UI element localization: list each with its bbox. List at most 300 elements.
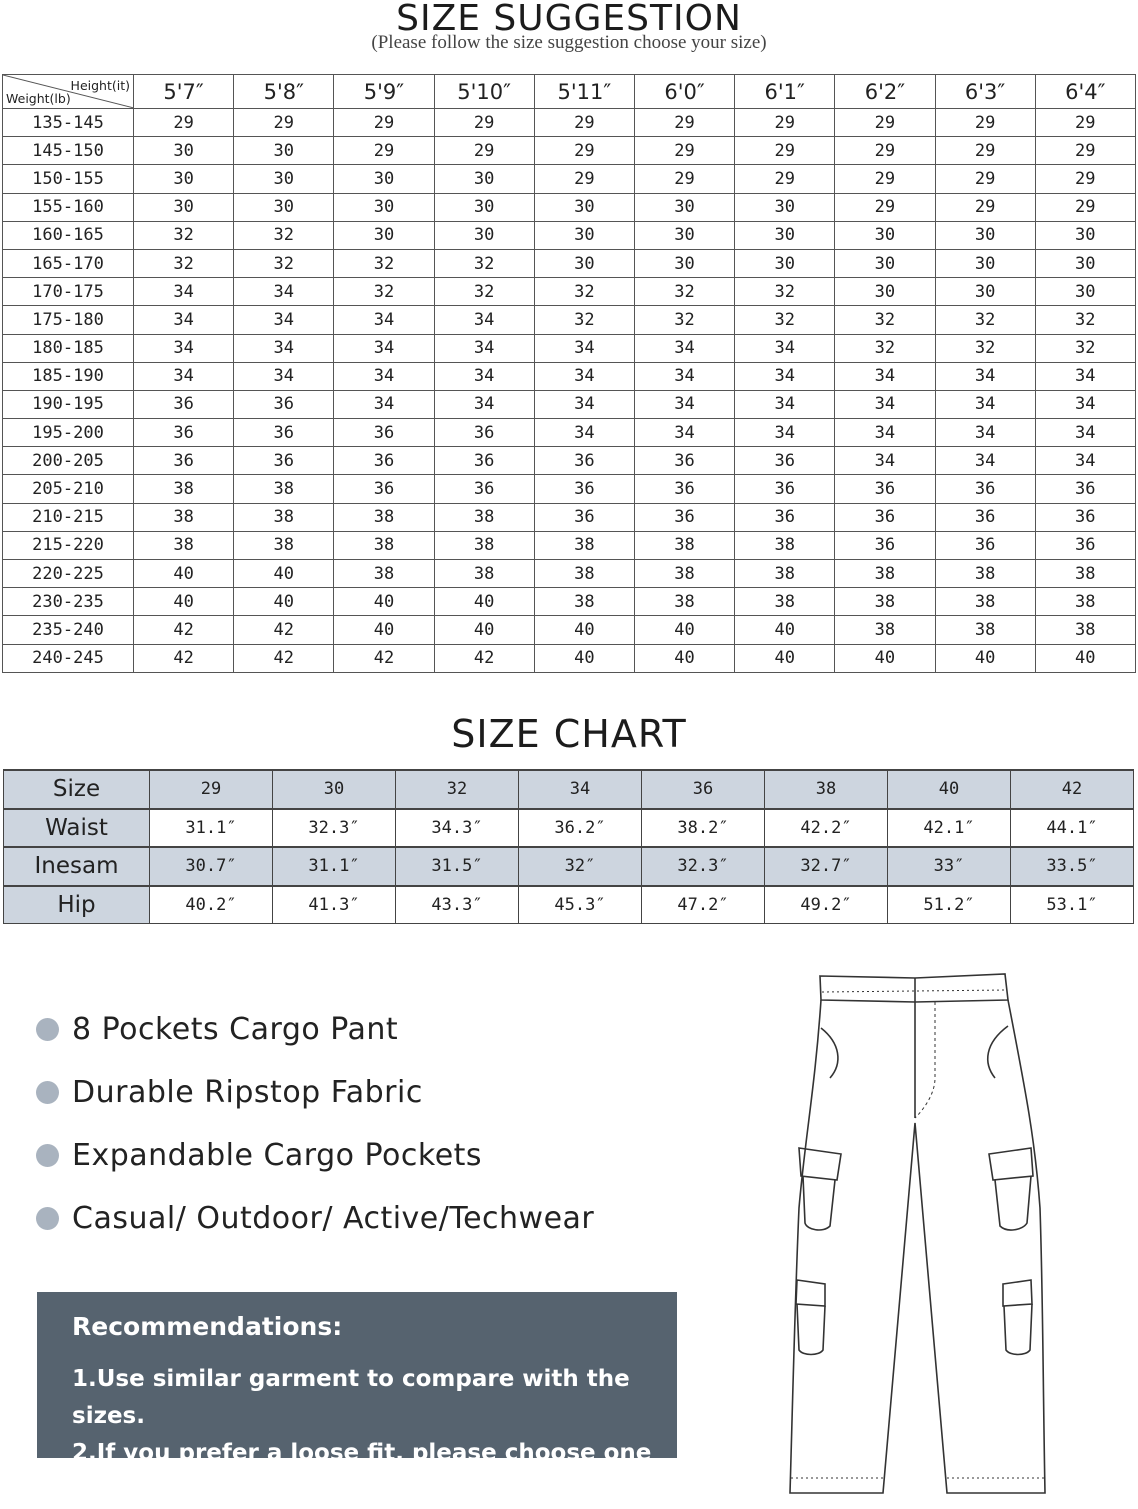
size-cell: 32 [434, 249, 534, 277]
chart-row-label: Size [4, 770, 150, 809]
weight-range-cell: 185-190 [3, 362, 134, 390]
size-cell: 30 [334, 165, 434, 193]
size-cell: 30 [234, 193, 334, 221]
size-cell: 34 [935, 447, 1035, 475]
weight-range-cell: 135-145 [3, 109, 134, 137]
size-cell: 38 [434, 503, 534, 531]
size-cell: 29 [835, 193, 935, 221]
size-cell: 34 [334, 334, 434, 362]
size-cell: 32 [735, 306, 835, 334]
size-cell: 34 [1035, 419, 1135, 447]
recommendation-line-2: 2.If you prefer a loose fit, please choose one size up. [72, 1440, 652, 1503]
size-cell: 36 [334, 447, 434, 475]
weight-range-cell: 180-185 [3, 334, 134, 362]
size-cell: 40 [634, 616, 734, 644]
size-cell: 36 [234, 390, 334, 418]
size-cell: 30 [134, 165, 234, 193]
chart-value-cell: 44.1″ [1011, 809, 1134, 848]
size-cell: 36 [434, 447, 534, 475]
size-cell: 38 [935, 616, 1035, 644]
size-cell: 36 [234, 419, 334, 447]
size-cell: 29 [634, 137, 734, 165]
size-cell: 30 [534, 221, 634, 249]
size-cell: 34 [634, 362, 734, 390]
size-cell: 36 [735, 475, 835, 503]
weight-range-cell: 210-215 [3, 503, 134, 531]
feature-text: 8 Pockets Cargo Pant [72, 1012, 399, 1047]
size-cell: 34 [134, 334, 234, 362]
size-cell: 34 [735, 390, 835, 418]
size-cell: 29 [534, 109, 634, 137]
size-cell: 32 [634, 306, 734, 334]
size-cell: 40 [134, 560, 234, 588]
size-cell: 34 [1035, 447, 1135, 475]
size-cell: 38 [134, 531, 234, 559]
chart-value-cell: 33″ [888, 847, 1011, 886]
size-cell: 40 [935, 644, 1035, 672]
size-cell: 29 [134, 109, 234, 137]
size-chart-table [3, 769, 1134, 924]
size-cell: 38 [735, 588, 835, 616]
chart-value-cell: 29 [150, 770, 273, 809]
chart-value-cell: 36.2″ [519, 809, 642, 848]
size-cell: 29 [735, 165, 835, 193]
size-cell: 32 [634, 278, 734, 306]
size-cell: 38 [634, 588, 734, 616]
bullet-icon [36, 1144, 59, 1167]
chart-value-cell: 31.5″ [396, 847, 519, 886]
recommendation-line-1: 1.Use similar garment to compare with the sizes. [72, 1366, 630, 1429]
chart-value-cell: 42.2″ [765, 809, 888, 848]
height-header-cell: 5'7″ [134, 75, 234, 109]
size-cell: 30 [634, 193, 734, 221]
size-cell: 40 [1035, 644, 1135, 672]
size-cell: 38 [634, 531, 734, 559]
size-cell: 36 [735, 447, 835, 475]
size-cell: 34 [534, 390, 634, 418]
size-cell: 34 [334, 306, 434, 334]
size-cell: 34 [234, 278, 334, 306]
chart-row-size [4, 770, 1134, 809]
table-row [3, 475, 1136, 503]
weight-axis-label: Weight(lb) [6, 91, 71, 106]
chart-value-cell: 45.3″ [519, 886, 642, 924]
size-cell: 38 [1035, 588, 1135, 616]
size-cell: 40 [534, 644, 634, 672]
feature-text: Casual/ Outdoor/ Active/Techwear [72, 1201, 595, 1236]
size-cell: 30 [1035, 278, 1135, 306]
table-row [3, 306, 1136, 334]
table-row [3, 334, 1136, 362]
weight-range-cell: 145-150 [3, 137, 134, 165]
height-header-cell: 6'0″ [634, 75, 734, 109]
size-cell: 38 [534, 588, 634, 616]
feature-item [36, 998, 594, 1061]
size-cell: 30 [334, 221, 434, 249]
size-cell: 30 [434, 221, 534, 249]
size-cell: 42 [334, 644, 434, 672]
size-cell: 36 [935, 531, 1035, 559]
bullet-icon [36, 1081, 59, 1104]
chart-value-cell: 34 [519, 770, 642, 809]
chart-value-cell: 42 [1011, 770, 1134, 809]
size-cell: 34 [134, 306, 234, 334]
size-cell: 38 [434, 531, 534, 559]
weight-range-cell: 160-165 [3, 221, 134, 249]
size-cell: 29 [634, 165, 734, 193]
weight-range-cell: 240-245 [3, 644, 134, 672]
size-cell: 34 [434, 390, 534, 418]
size-cell: 36 [634, 447, 734, 475]
size-cell: 34 [534, 334, 634, 362]
chart-value-cell: 33.5″ [1011, 847, 1134, 886]
chart-value-cell: 40 [888, 770, 1011, 809]
size-cell: 38 [935, 588, 1035, 616]
size-cell: 32 [134, 249, 234, 277]
size-cell: 38 [835, 616, 935, 644]
size-cell: 36 [134, 447, 234, 475]
size-cell: 40 [735, 644, 835, 672]
size-cell: 38 [234, 531, 334, 559]
chart-value-cell: 30.7″ [150, 847, 273, 886]
size-cell: 36 [1035, 475, 1135, 503]
size-cell: 30 [234, 165, 334, 193]
size-cell: 36 [534, 503, 634, 531]
size-cell: 30 [835, 278, 935, 306]
size-cell: 42 [134, 616, 234, 644]
size-cell: 38 [234, 475, 334, 503]
size-cell: 32 [534, 306, 634, 334]
size-cell: 30 [634, 221, 734, 249]
size-cell: 29 [334, 109, 434, 137]
size-cell: 38 [835, 588, 935, 616]
size-cell: 32 [1035, 334, 1135, 362]
size-cell: 38 [134, 503, 234, 531]
size-cell: 34 [735, 362, 835, 390]
size-cell: 29 [234, 109, 334, 137]
table-row [3, 109, 1136, 137]
chart-value-cell: 49.2″ [765, 886, 888, 924]
chart-value-cell: 31.1″ [150, 809, 273, 848]
chart-row-waist [4, 809, 1134, 848]
table-row [3, 447, 1136, 475]
size-cell: 29 [735, 109, 835, 137]
bullet-icon [36, 1207, 59, 1230]
size-suggestion-table [2, 74, 1136, 673]
size-cell: 30 [534, 249, 634, 277]
height-header-cell: 6'1″ [735, 75, 835, 109]
size-cell: 32 [334, 249, 434, 277]
chart-row-label: Inesam [4, 847, 150, 886]
size-cell: 38 [634, 560, 734, 588]
size-cell: 29 [735, 137, 835, 165]
size-cell: 32 [134, 221, 234, 249]
size-cell: 30 [534, 193, 634, 221]
size-cell: 40 [434, 588, 534, 616]
size-cell: 29 [1035, 109, 1135, 137]
table-corner [3, 75, 134, 109]
size-cell: 36 [334, 475, 434, 503]
size-cell: 38 [935, 560, 1035, 588]
size-cell: 36 [534, 475, 634, 503]
size-cell: 34 [434, 362, 534, 390]
size-cell: 34 [534, 362, 634, 390]
cargo-pants-illustration [785, 968, 1065, 1498]
height-header-cell: 5'11″ [534, 75, 634, 109]
size-cell: 36 [134, 419, 234, 447]
size-cell: 34 [835, 390, 935, 418]
size-cell: 34 [634, 334, 734, 362]
size-cell: 36 [935, 475, 1035, 503]
size-cell: 34 [134, 278, 234, 306]
size-cell: 36 [134, 390, 234, 418]
weight-range-cell: 175-180 [3, 306, 134, 334]
recommendations-box [37, 1292, 677, 1503]
chart-value-cell: 42.1″ [888, 809, 1011, 848]
chart-value-cell: 38.2″ [642, 809, 765, 848]
size-cell: 42 [434, 644, 534, 672]
chart-value-cell: 32.3″ [642, 847, 765, 886]
weight-range-cell: 220-225 [3, 560, 134, 588]
size-cell: 34 [835, 419, 935, 447]
size-cell: 36 [334, 419, 434, 447]
size-cell: 30 [735, 221, 835, 249]
size-cell: 34 [935, 390, 1035, 418]
size-cell: 38 [1035, 560, 1135, 588]
size-cell: 36 [935, 503, 1035, 531]
chart-row-label: Hip [4, 886, 150, 924]
size-cell: 30 [935, 278, 1035, 306]
size-cell: 38 [434, 560, 534, 588]
height-header-cell: 5'10″ [434, 75, 534, 109]
weight-range-cell: 155-160 [3, 193, 134, 221]
size-cell: 36 [1035, 503, 1135, 531]
size-cell: 42 [234, 644, 334, 672]
size-cell: 34 [634, 419, 734, 447]
page-title: SIZE SUGGESTION [396, 0, 742, 39]
chart-value-cell: 41.3″ [273, 886, 396, 924]
size-cell: 34 [334, 390, 434, 418]
table-row [3, 616, 1136, 644]
chart-value-cell: 32.7″ [765, 847, 888, 886]
size-cell: 30 [134, 193, 234, 221]
size-cell: 38 [835, 560, 935, 588]
size-cell: 34 [534, 419, 634, 447]
size-cell: 30 [234, 137, 334, 165]
size-cell: 36 [634, 475, 734, 503]
size-cell: 42 [134, 644, 234, 672]
size-chart-title: SIZE CHART [451, 712, 687, 756]
size-cell: 32 [935, 334, 1035, 362]
table-row [3, 531, 1136, 559]
weight-range-cell: 200-205 [3, 447, 134, 475]
size-cell: 30 [134, 137, 234, 165]
table-row [3, 249, 1136, 277]
table-row [3, 165, 1136, 193]
size-cell: 38 [534, 531, 634, 559]
size-cell: 30 [634, 249, 734, 277]
size-cell: 40 [634, 644, 734, 672]
chart-value-cell: 30 [273, 770, 396, 809]
size-cell: 36 [634, 503, 734, 531]
size-cell: 34 [234, 334, 334, 362]
size-cell: 40 [334, 588, 434, 616]
size-cell: 34 [334, 362, 434, 390]
weight-range-cell: 215-220 [3, 531, 134, 559]
table-row [3, 137, 1136, 165]
size-cell: 32 [234, 249, 334, 277]
size-cell: 29 [935, 137, 1035, 165]
size-cell: 32 [835, 306, 935, 334]
size-cell: 38 [234, 503, 334, 531]
weight-range-cell: 235-240 [3, 616, 134, 644]
weight-range-cell: 190-195 [3, 390, 134, 418]
feature-item [36, 1061, 594, 1124]
size-cell: 36 [835, 475, 935, 503]
table-row [3, 362, 1136, 390]
size-cell: 29 [1035, 137, 1135, 165]
size-cell: 38 [334, 531, 434, 559]
size-cell: 36 [735, 503, 835, 531]
size-cell: 29 [434, 137, 534, 165]
height-header-cell: 5'8″ [234, 75, 334, 109]
size-cell: 36 [434, 475, 534, 503]
size-cell: 29 [534, 137, 634, 165]
chart-value-cell: 32.3″ [273, 809, 396, 848]
height-axis-label: Height(it) [70, 78, 130, 93]
chart-value-cell: 36 [642, 770, 765, 809]
size-cell: 38 [1035, 616, 1135, 644]
size-cell: 30 [735, 249, 835, 277]
size-cell: 34 [735, 419, 835, 447]
weight-range-cell: 230-235 [3, 588, 134, 616]
size-cell: 34 [735, 334, 835, 362]
size-cell: 34 [434, 306, 534, 334]
size-cell: 32 [1035, 306, 1135, 334]
size-cell: 32 [835, 334, 935, 362]
size-cell: 29 [534, 165, 634, 193]
size-cell: 30 [434, 165, 534, 193]
chart-value-cell: 38 [765, 770, 888, 809]
size-cell: 34 [634, 390, 734, 418]
size-cell: 32 [534, 278, 634, 306]
size-cell: 30 [835, 221, 935, 249]
size-cell: 40 [534, 616, 634, 644]
size-cell: 30 [835, 249, 935, 277]
table-row [3, 644, 1136, 672]
size-cell: 29 [1035, 193, 1135, 221]
size-cell: 38 [534, 560, 634, 588]
size-cell: 36 [1035, 531, 1135, 559]
size-cell: 30 [1035, 249, 1135, 277]
feature-item [36, 1124, 594, 1187]
table-row [3, 503, 1136, 531]
size-cell: 29 [634, 109, 734, 137]
size-cell: 32 [935, 306, 1035, 334]
height-header-cell: 6'3″ [935, 75, 1035, 109]
size-cell: 40 [234, 588, 334, 616]
size-cell: 40 [134, 588, 234, 616]
size-cell: 40 [334, 616, 434, 644]
size-cell: 32 [334, 278, 434, 306]
size-cell: 32 [735, 278, 835, 306]
chart-value-cell: 51.2″ [888, 886, 1011, 924]
table-row [3, 278, 1136, 306]
chart-row-label: Waist [4, 809, 150, 848]
weight-range-cell: 165-170 [3, 249, 134, 277]
size-cell: 40 [434, 616, 534, 644]
height-header-cell: 6'4″ [1035, 75, 1135, 109]
chart-value-cell: 40.2″ [150, 886, 273, 924]
size-cell: 34 [935, 362, 1035, 390]
weight-range-cell: 205-210 [3, 475, 134, 503]
weight-range-cell: 150-155 [3, 165, 134, 193]
chart-value-cell: 32 [396, 770, 519, 809]
size-cell: 30 [735, 193, 835, 221]
bullet-icon [36, 1018, 59, 1041]
height-header-cell: 5'9″ [334, 75, 434, 109]
chart-value-cell: 47.2″ [642, 886, 765, 924]
table-row [3, 193, 1136, 221]
size-cell: 29 [1035, 165, 1135, 193]
size-cell: 36 [835, 503, 935, 531]
feature-text: Expandable Cargo Pockets [72, 1138, 483, 1173]
weight-range-cell: 195-200 [3, 419, 134, 447]
size-cell: 38 [735, 531, 835, 559]
size-cell: 29 [835, 165, 935, 193]
height-header-cell: 6'2″ [835, 75, 935, 109]
size-cell: 34 [234, 306, 334, 334]
chart-value-cell: 43.3″ [396, 886, 519, 924]
chart-value-cell: 34.3″ [396, 809, 519, 848]
size-cell: 34 [835, 362, 935, 390]
size-cell: 38 [334, 560, 434, 588]
size-cell: 34 [1035, 362, 1135, 390]
table-row [3, 221, 1136, 249]
size-cell: 36 [234, 447, 334, 475]
size-cell: 29 [935, 109, 1035, 137]
chart-value-cell: 53.1″ [1011, 886, 1134, 924]
chart-row-inesam [4, 847, 1134, 886]
feature-text: Durable Ripstop Fabric [72, 1075, 423, 1110]
chart-row-hip [4, 886, 1134, 924]
size-cell: 30 [935, 249, 1035, 277]
size-cell: 40 [234, 560, 334, 588]
size-cell: 38 [334, 503, 434, 531]
size-cell: 30 [434, 193, 534, 221]
size-cell: 34 [1035, 390, 1135, 418]
height-header-row [3, 75, 1136, 109]
size-cell: 29 [835, 137, 935, 165]
size-cell: 36 [835, 531, 935, 559]
feature-item [36, 1187, 594, 1250]
size-cell: 32 [234, 221, 334, 249]
table-row [3, 390, 1136, 418]
size-cell: 32 [434, 278, 534, 306]
size-cell: 42 [234, 616, 334, 644]
table-row [3, 419, 1136, 447]
recommendations-title: Recommendations: [72, 1312, 343, 1341]
weight-range-cell: 170-175 [3, 278, 134, 306]
size-cell: 34 [434, 334, 534, 362]
chart-value-cell: 32″ [519, 847, 642, 886]
table-row [3, 560, 1136, 588]
size-cell: 36 [534, 447, 634, 475]
size-cell: 30 [935, 221, 1035, 249]
size-cell: 29 [835, 109, 935, 137]
page-subtitle: (Please follow the size suggestion choose your size) [371, 32, 767, 53]
size-cell: 29 [434, 109, 534, 137]
